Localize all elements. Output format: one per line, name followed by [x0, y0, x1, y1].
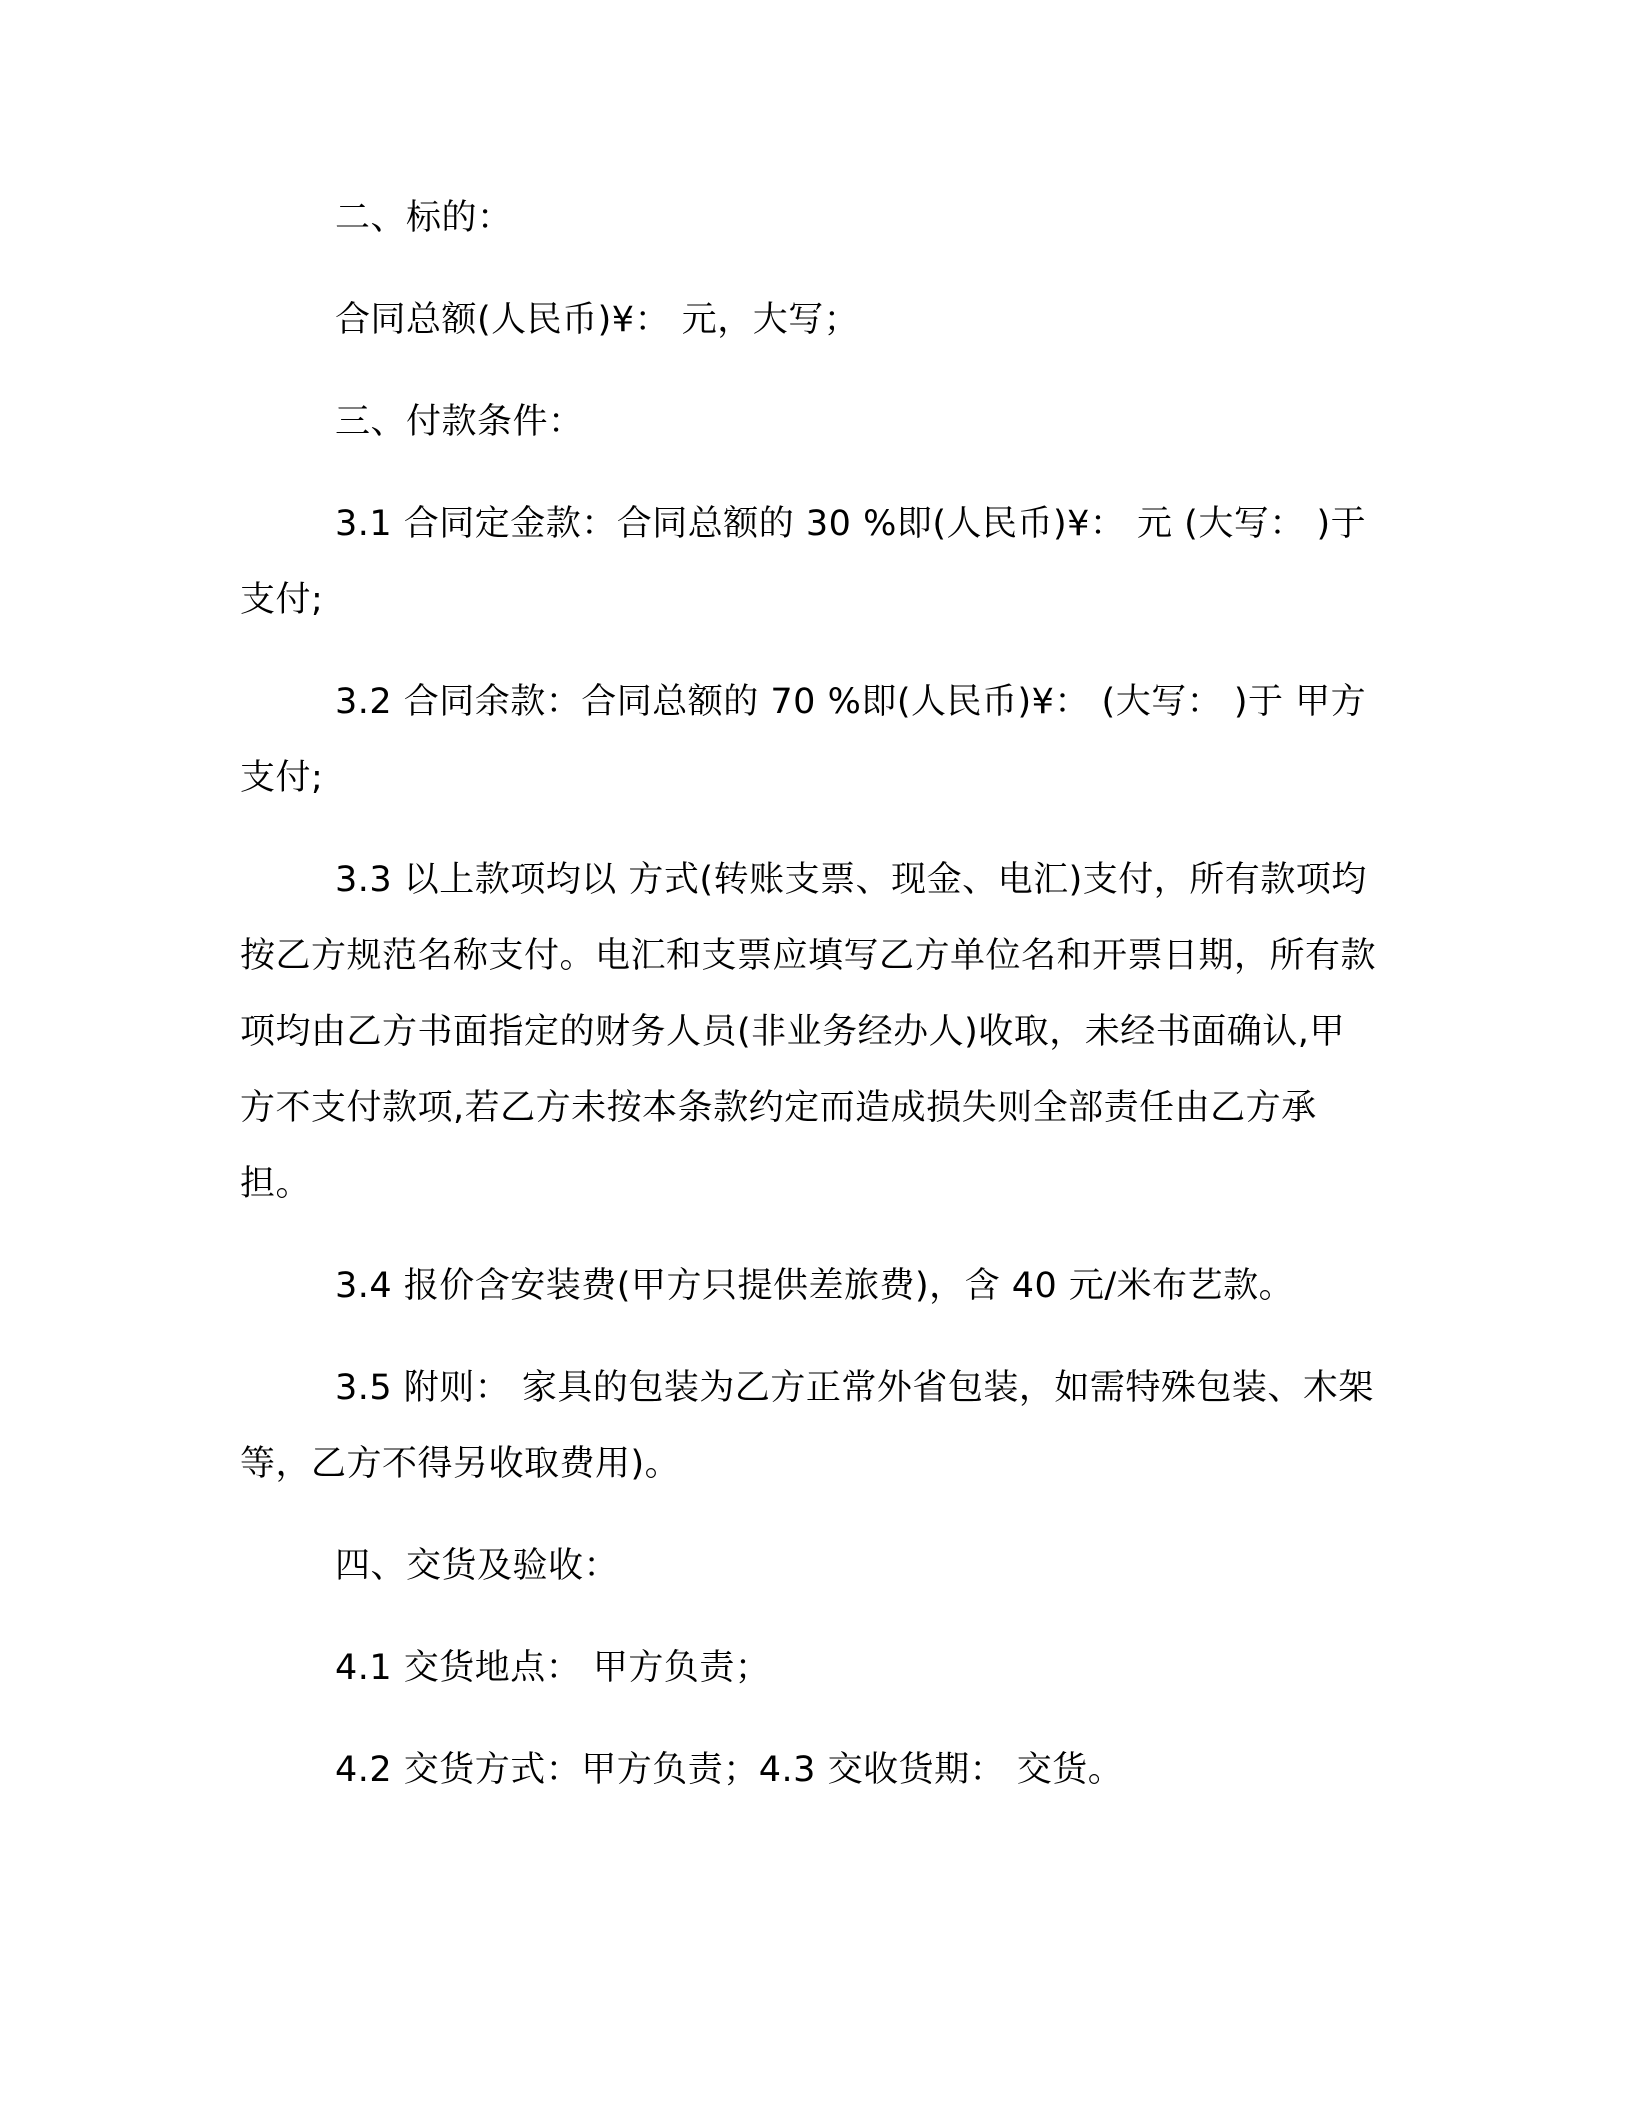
section-heading-delivery: 四、交货及验收： — [335, 1546, 620, 1586]
section-heading-payment-terms: 三、付款条件： — [335, 402, 584, 442]
clause-3-2-balance: 3.2 合同余款：合同总额的 70 %即(人民币)¥： (大写： )于 甲方 支付; — [240, 682, 1367, 798]
clause-4-1-delivery-location: 4.1 交货地点： 甲方负责； — [335, 1648, 771, 1688]
section-heading-subject: 二、标的： — [335, 198, 513, 238]
clause-3-4-quote: 3.4 报价含安装费(甲方只提供差旅费)，含 40 元/米布艺款。 — [335, 1266, 1295, 1306]
clause-4-2-delivery-method: 4.2 交货方式：甲方负责；4.3 交收货期： 交货。 — [335, 1750, 1124, 1790]
contract-total-amount: 合同总额(人民币)¥： 元，大写； — [335, 300, 860, 340]
document-body — [240, 180, 1380, 1834]
clause-3-3-payment-method: 3.3 以上款项均以 方式(转账支票、现金、电汇)支付，所有款项均按乙方规范名称支付。电汇和支票应填写乙方单位名和开票日期，所有款项均由乙方书面指定的财务人员(非业务经办人)收取，未经书面确认,甲方不支付款项,若乙方未按本条款约定而造成损失则全部责任由乙方承担。 — [240, 860, 1377, 1204]
clause-3-5-supplementary: 3.5 附则： 家具的包装为乙方正常外省包装，如需特殊包装、木架等，乙方不得另收取费用)。 — [240, 1368, 1374, 1484]
clause-3-1-deposit: 3.1 合同定金款：合同总额的 30 %即(人民币)¥： 元 (大写： )于 支付; — [240, 504, 1367, 620]
